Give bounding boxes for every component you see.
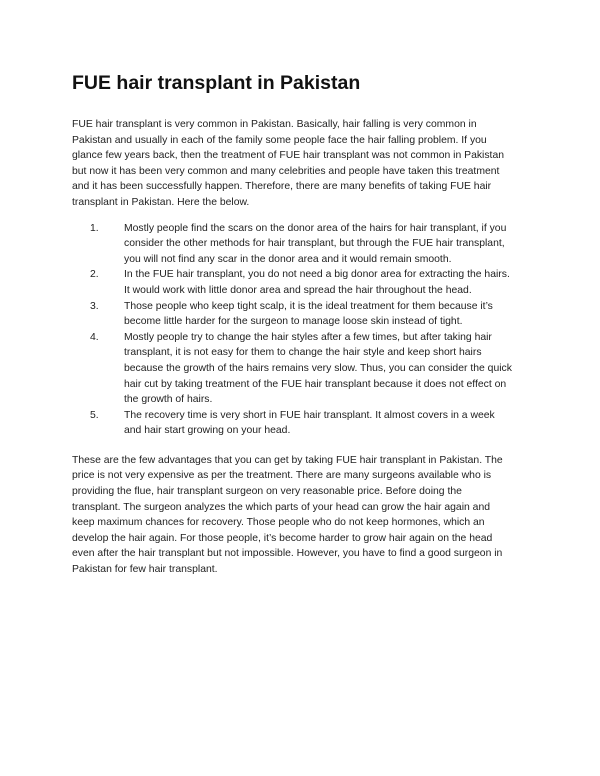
list-item-number: 2.	[90, 269, 99, 281]
list-item	[72, 299, 512, 330]
list-item	[72, 267, 512, 298]
list-item-text: Mostly people try to change the hair styles after a few times, but after taking hair transplant, it is not easy for them to change the hair style and keep short hairs because the growth of the hairs remains very slow. Thus, you can consider the quick hair cut by taking treatment of the FUE hair transplant because it does not effect on the growth of hairs.	[124, 331, 512, 406]
list-item	[72, 408, 512, 439]
list-item-number: 1.	[90, 222, 99, 234]
intro-paragraph: FUE hair transplant is very common in Pakistan. Basically, hair falling is very common in Pakistan and usually in each of the family some people face the hair falling problem. If you glance few years back, then the treatment of FUE hair transplant was not common in Pakistan but now it has been very common and many celebrities and people have taken this treatment and it has been successfully happen. Therefore, there are many benefits of taking FUE hair transplant in Pakistan. Here the below.	[72, 119, 505, 208]
list-item-text: Those people who keep tight scalp, it is the ideal treatment for them because it’s become little harder for the surgeon to manage loose skin instead of tight.	[124, 300, 493, 328]
list-item-text: The recovery time is very short in FUE hair transplant. It almost covers in a week and hair start growing on your head.	[124, 409, 495, 437]
conclusion-paragraph: These are the few advantages that you can get by taking FUE hair transplant in Pakistan. The price is not very expensive as per the treatment. There are many surgeons available who is providing the flue, hair transplant surgeon on very reasonable price. Before doing the transplant. The surgeon analyzes the which parts of your head can grow the hair again and keep maximum chances for recovery. Those people who do not keep hormones, which an develop the hair again. For those people, it’s become harder to grow hair again on the head even after the hair transplant but not impossible. However, you have to find a good surgeon in Pakistan for few hair transplant.	[72, 454, 503, 576]
page-title: FUE hair transplant in Pakistan	[72, 72, 361, 94]
benefits-list	[72, 221, 512, 439]
list-item-number: 3.	[90, 300, 99, 312]
list-item-text: Mostly people find the scars on the donor area of the hairs for hair transplant, if you consider the other methods for hair transplant, but through the FUE hair transplant, you will not find any scar in the donor area and it would remain smooth.	[124, 222, 507, 265]
list-item	[72, 330, 512, 408]
list-item-number: 4.	[90, 331, 99, 343]
list-item-number: 5.	[90, 409, 99, 421]
list-item-text: In the FUE hair transplant, you do not need a big donor area for extracting the hairs. It would work with little donor area and spread the hair throughout the head.	[124, 269, 510, 296]
list-item	[72, 221, 512, 268]
